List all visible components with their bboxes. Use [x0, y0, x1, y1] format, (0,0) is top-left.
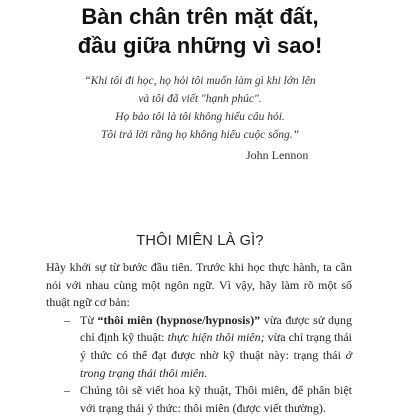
bullet-dash: –: [64, 312, 70, 327]
title-line-2: đầu giữa những vì sao!: [77, 33, 323, 58]
bullet1-term: “thôi miên (hypnose/hypnosis)”: [97, 312, 261, 327]
bullet1-italic-2: ở trong trạng thái thôi miên: [80, 347, 352, 380]
bullet1-italic-1: thực hiện thôi miên;: [167, 330, 265, 345]
quote-line-4: Tôi trả lời rằng họ không hiểu cuộc sống.”: [100, 129, 300, 141]
section-body: [46, 259, 352, 417]
quote-line-2: và tôi đã viết "hạnh phúc".: [138, 93, 262, 105]
quote-line-3: Họ bảo tôi là tôi không hiểu câu hỏi.: [115, 111, 285, 123]
bullet1-middle: vừa chỉ trạng thái ý thức có thể đạt được nhờ kỹ thuật này: trạng thái: [80, 330, 353, 362]
quote-author: John Lennon: [246, 148, 309, 162]
section-heading: THÔI MIÊN LÀ GÌ?: [136, 233, 264, 249]
bullet-item-1: [46, 312, 352, 382]
bullet1-after-term: vừa được sử dụng chỉ định kỹ thuật:: [80, 312, 352, 345]
quote-line-1: “Khi tôi đi học, họ hỏi tôi muốn làm gì khi lớn lên: [84, 75, 316, 87]
bullet1-prefix: Từ: [80, 312, 98, 327]
epigraph-quote: [0, 72, 400, 144]
title-line-1: Bàn chân trên mặt đất,: [81, 4, 319, 29]
bullet2-text: Chúng tôi sẽ viết hoa kỹ thuật, Thôi miên, để phân biệt với trạng thái ý thức: thôi miên (được viết thường).: [80, 383, 352, 415]
bullet-dash: –: [64, 383, 70, 398]
page-title: [0, 2, 400, 60]
bullet1-end: .: [204, 365, 208, 380]
intro-paragraph: Hãy khởi sự từ bước đầu tiên. Trước khi học thực hành, ta cần nói với nhau cùng một ngôn ngữ. Vì vậy, hãy làm rõ một số thuật ngữ cơ bản:: [46, 260, 352, 310]
